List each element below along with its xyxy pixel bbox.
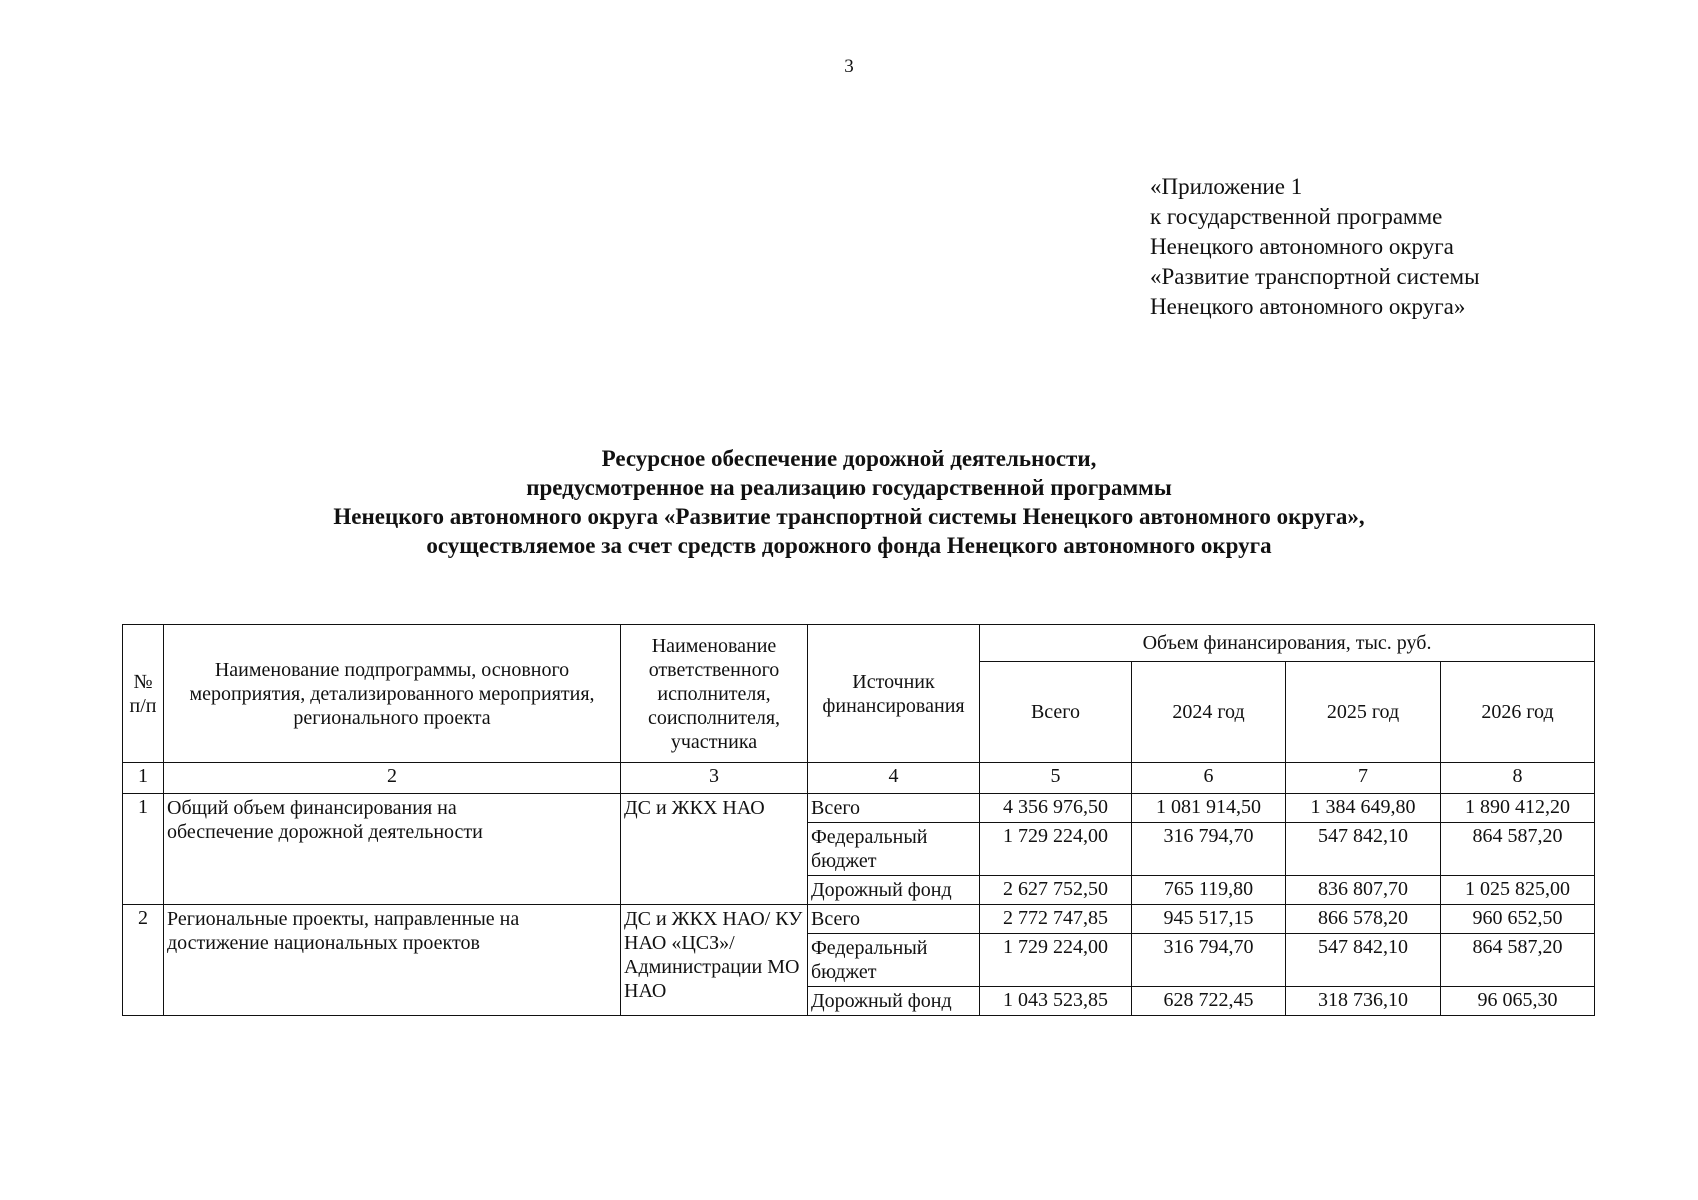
row-name: Региональные проекты, направленные на достижение национальных проектов: [164, 905, 621, 1016]
header-year-2024: 2024 год: [1132, 662, 1286, 763]
table-row: [123, 794, 1595, 823]
amount-total: 2 772 747,85: [980, 905, 1132, 934]
amount-2024: 945 517,15: [1132, 905, 1286, 934]
row-number: 2: [123, 905, 164, 1016]
source-cell: Всего: [808, 794, 980, 823]
column-number: 8: [1441, 763, 1595, 794]
header-year-2026: 2026 год: [1441, 662, 1595, 763]
appendix-line: «Приложение 1: [1150, 174, 1303, 199]
header-year-2025: 2025 год: [1286, 662, 1441, 763]
amount-2024: 316 794,70: [1132, 823, 1286, 876]
amount-total: 1 729 224,00: [980, 823, 1132, 876]
column-number: 3: [621, 763, 808, 794]
financing-table: [122, 624, 1595, 1016]
row-executor: ДС и ЖКХ НАО: [621, 794, 808, 905]
header-num: № п/п: [123, 625, 164, 763]
appendix-line: «Развитие транспортной системы: [1150, 264, 1480, 289]
header-name: Наименование подпрограммы, основного мероприятия, детализированного мероприятия, регионального проекта: [164, 625, 621, 763]
column-number: 4: [808, 763, 980, 794]
amount-total: 1 729 224,00: [980, 934, 1132, 987]
source-cell: Федеральный бюджет: [808, 823, 980, 876]
amount-total: 1 043 523,85: [980, 987, 1132, 1016]
source-cell: Федеральный бюджет: [808, 934, 980, 987]
amount-2025: 547 842,10: [1286, 823, 1441, 876]
source-cell: Дорожный фонд: [808, 876, 980, 905]
amount-total: 2 627 752,50: [980, 876, 1132, 905]
title-line: предусмотренное на реализацию государственной программы: [526, 475, 1172, 500]
title-line: Ресурсное обеспечение дорожной деятельности,: [601, 446, 1097, 471]
amount-2026: 1 025 825,00: [1441, 876, 1595, 905]
table-row: [123, 905, 1595, 934]
header-row: [123, 625, 1595, 662]
amount-2024: 316 794,70: [1132, 934, 1286, 987]
amount-total: 4 356 976,50: [980, 794, 1132, 823]
appendix-line: Ненецкого автономного округа»: [1150, 294, 1466, 319]
document-title: [0, 444, 1698, 560]
row-executor: ДС и ЖКХ НАО/ КУ НАО «ЦСЗ»/ Администрации МО НАО: [621, 905, 808, 1016]
amount-2026: 864 587,20: [1441, 823, 1595, 876]
column-number: 5: [980, 763, 1132, 794]
column-number: 2: [164, 763, 621, 794]
amount-2026: 1 890 412,20: [1441, 794, 1595, 823]
header-volume: Объем финансирования, тыс. руб.: [980, 625, 1595, 662]
header-executor: Наименование ответственного исполнителя, соисполнителя, участника: [621, 625, 808, 763]
amount-2024: 1 081 914,50: [1132, 794, 1286, 823]
column-number: 7: [1286, 763, 1441, 794]
appendix-line: к государственной программе: [1150, 204, 1443, 229]
amount-2026: 96 065,30: [1441, 987, 1595, 1016]
amount-2025: 866 578,20: [1286, 905, 1441, 934]
source-cell: Всего: [808, 905, 980, 934]
page-number: 3: [844, 56, 854, 77]
amount-2025: 318 736,10: [1286, 987, 1441, 1016]
amount-2025: 1 384 649,80: [1286, 794, 1441, 823]
amount-2025: 836 807,70: [1286, 876, 1441, 905]
amount-2026: 960 652,50: [1441, 905, 1595, 934]
column-number: 1: [123, 763, 164, 794]
title-line: осуществляемое за счет средств дорожного фонда Ненецкого автономного округа: [426, 533, 1272, 558]
header-source: Источник финансирования: [808, 625, 980, 763]
amount-2026: 864 587,20: [1441, 934, 1595, 987]
appendix-line: Ненецкого автономного округа: [1150, 234, 1454, 259]
appendix-note: [1150, 172, 1480, 322]
amount-2024: 765 119,80: [1132, 876, 1286, 905]
row-name: Общий объем финансирования на обеспечение дорожной деятельности: [164, 794, 621, 905]
row-number: 1: [123, 794, 164, 905]
source-cell: Дорожный фонд: [808, 987, 980, 1016]
title-line: Ненецкого автономного округа «Развитие транспортной системы Ненецкого автономного округа»,: [333, 504, 1365, 529]
column-number: 6: [1132, 763, 1286, 794]
header-total: Всего: [980, 662, 1132, 763]
amount-2025: 547 842,10: [1286, 934, 1441, 987]
column-number-row: [123, 763, 1595, 794]
amount-2024: 628 722,45: [1132, 987, 1286, 1016]
